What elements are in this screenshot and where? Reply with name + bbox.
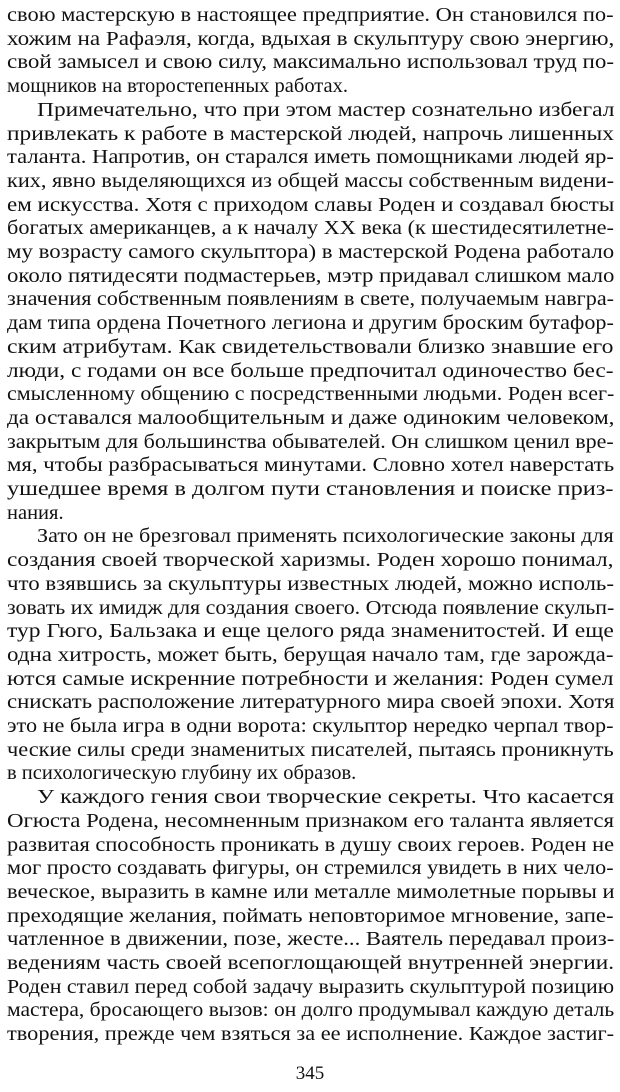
text-line: люди, с годами он все больше предпочитал одиночество бес- <box>7 359 614 382</box>
text-line: мощников на второстепенных работах. <box>7 75 348 98</box>
text-line: в психологическую глубину их образов. <box>7 762 357 785</box>
text-line: таланта. Напротив, он старался иметь помощниками людей яр- <box>7 146 614 169</box>
text-line: дам типа ордена Почетного легиона и другим броским бутафор- <box>7 312 614 335</box>
text-line: мог просто создавать фигуры, он стремился увидеть в них чело- <box>7 857 614 880</box>
text-line: ются самые искренние потребности и желания: Роден сумел <box>7 667 614 690</box>
text-line: ческие силы среди знаменитых писателей, пытаясь проникнуть <box>7 738 614 761</box>
text-line: Зато он не брезговал применять психологические законы для <box>37 525 614 548</box>
page-number: 345 <box>295 1063 325 1084</box>
text-line: чатленное в движении, позе, жесте... Ваятель передавал произ- <box>7 928 615 951</box>
text-line: значения собственным появлениям в свете, получаемым навгра- <box>7 288 615 311</box>
text-line: развитая способность проникать в душу своих героев. Роден не <box>7 833 615 856</box>
text-line: зовать их имидж для создания своего. Отсюда появление скульп- <box>7 596 615 619</box>
text-line: хожим на Рафаэля, когда, вдыхая в скульптуру свою энергию, <box>7 27 615 50</box>
text-line: У каждого гения свои творческие секреты. Что касается <box>37 786 615 809</box>
text-line: смысленному общению с посредственными людьми. Роден всег- <box>7 383 615 406</box>
text-line: что взявшись за скульптуры известных людей, можно исполь- <box>7 572 615 595</box>
text-line: ушедшее время в долгом пути становления и поиске приз- <box>7 478 614 500</box>
text-line: ких, явно выделяющихся из общей массы собственным видени- <box>7 169 615 192</box>
text-line: создания своей творческой харизмы. Роден хорошо понимал, <box>7 549 614 572</box>
text-line: да оставался малообщительным и даже одиноким человеком, <box>7 406 615 429</box>
text-line: свою мастерскую в настоящее предприятие. Он становился по- <box>7 4 614 26</box>
text-line: тур Гюго, Бальзака и еще целого ряда знаменитостей. И еще <box>7 620 614 643</box>
text-line: свой замысел и свою силу, максимально использовал труд по- <box>7 51 615 74</box>
text-line: ведениям часть своей всепоглощающей внутренней энергии. <box>7 952 615 974</box>
text-line: веческое, выразить в камне или металле мимолетные порывы и <box>7 880 615 903</box>
text-line: Примечательно, что при этом мастер сознательно избегал <box>37 98 615 121</box>
text-line: ем искусства. Хотя с приходом славы Роден и создавал бюсты <box>7 193 615 216</box>
text-line: ским атрибутам. Как свидетельствовали близко знавшие его <box>7 335 614 358</box>
text-line: это не была игра в одни ворота: скульптор нередко черпал твор- <box>7 715 614 737</box>
text-line: около пятидесяти подмастерьев, мэтр придавал слишком мало <box>7 264 615 287</box>
text-line: мя, чтобы разбрасываться минутами. Словно хотел наверстать <box>7 454 615 477</box>
text-line: снискать расположение литературного мира своей эпохи. Хотя <box>7 691 615 714</box>
text-line: закрытым для большинства обывателей. Он слишком ценил вре- <box>7 430 614 453</box>
text-line: привлекать к работе в мастерской людей, напрочь лишенных <box>7 122 614 145</box>
text-line: Огюста Родена, несомненным признаком его таланта является <box>7 809 615 832</box>
text-line: богатых американцев, а к началу XX века (к шестидесятилетне- <box>7 217 614 240</box>
text-line: мастера, бросающего вызов: он долго продумывал каждую деталь <box>7 999 615 1022</box>
text-line: Роден ставил перед собой задачу выразить скульптурой позицию <box>7 975 615 998</box>
text-line: му возрасту самого скульптора) в мастерской Родена работало <box>7 241 615 263</box>
text-line: нания. <box>7 501 64 524</box>
text-line: преходящие желания, поймать неповторимое мгновение, запе- <box>7 904 614 927</box>
text-line: творения, прежде чем взяться за ее исполнение. Каждое застиг- <box>7 1023 615 1046</box>
text-line: одна хитрость, может быть, берущая начало там, где зарожда- <box>7 643 614 666</box>
